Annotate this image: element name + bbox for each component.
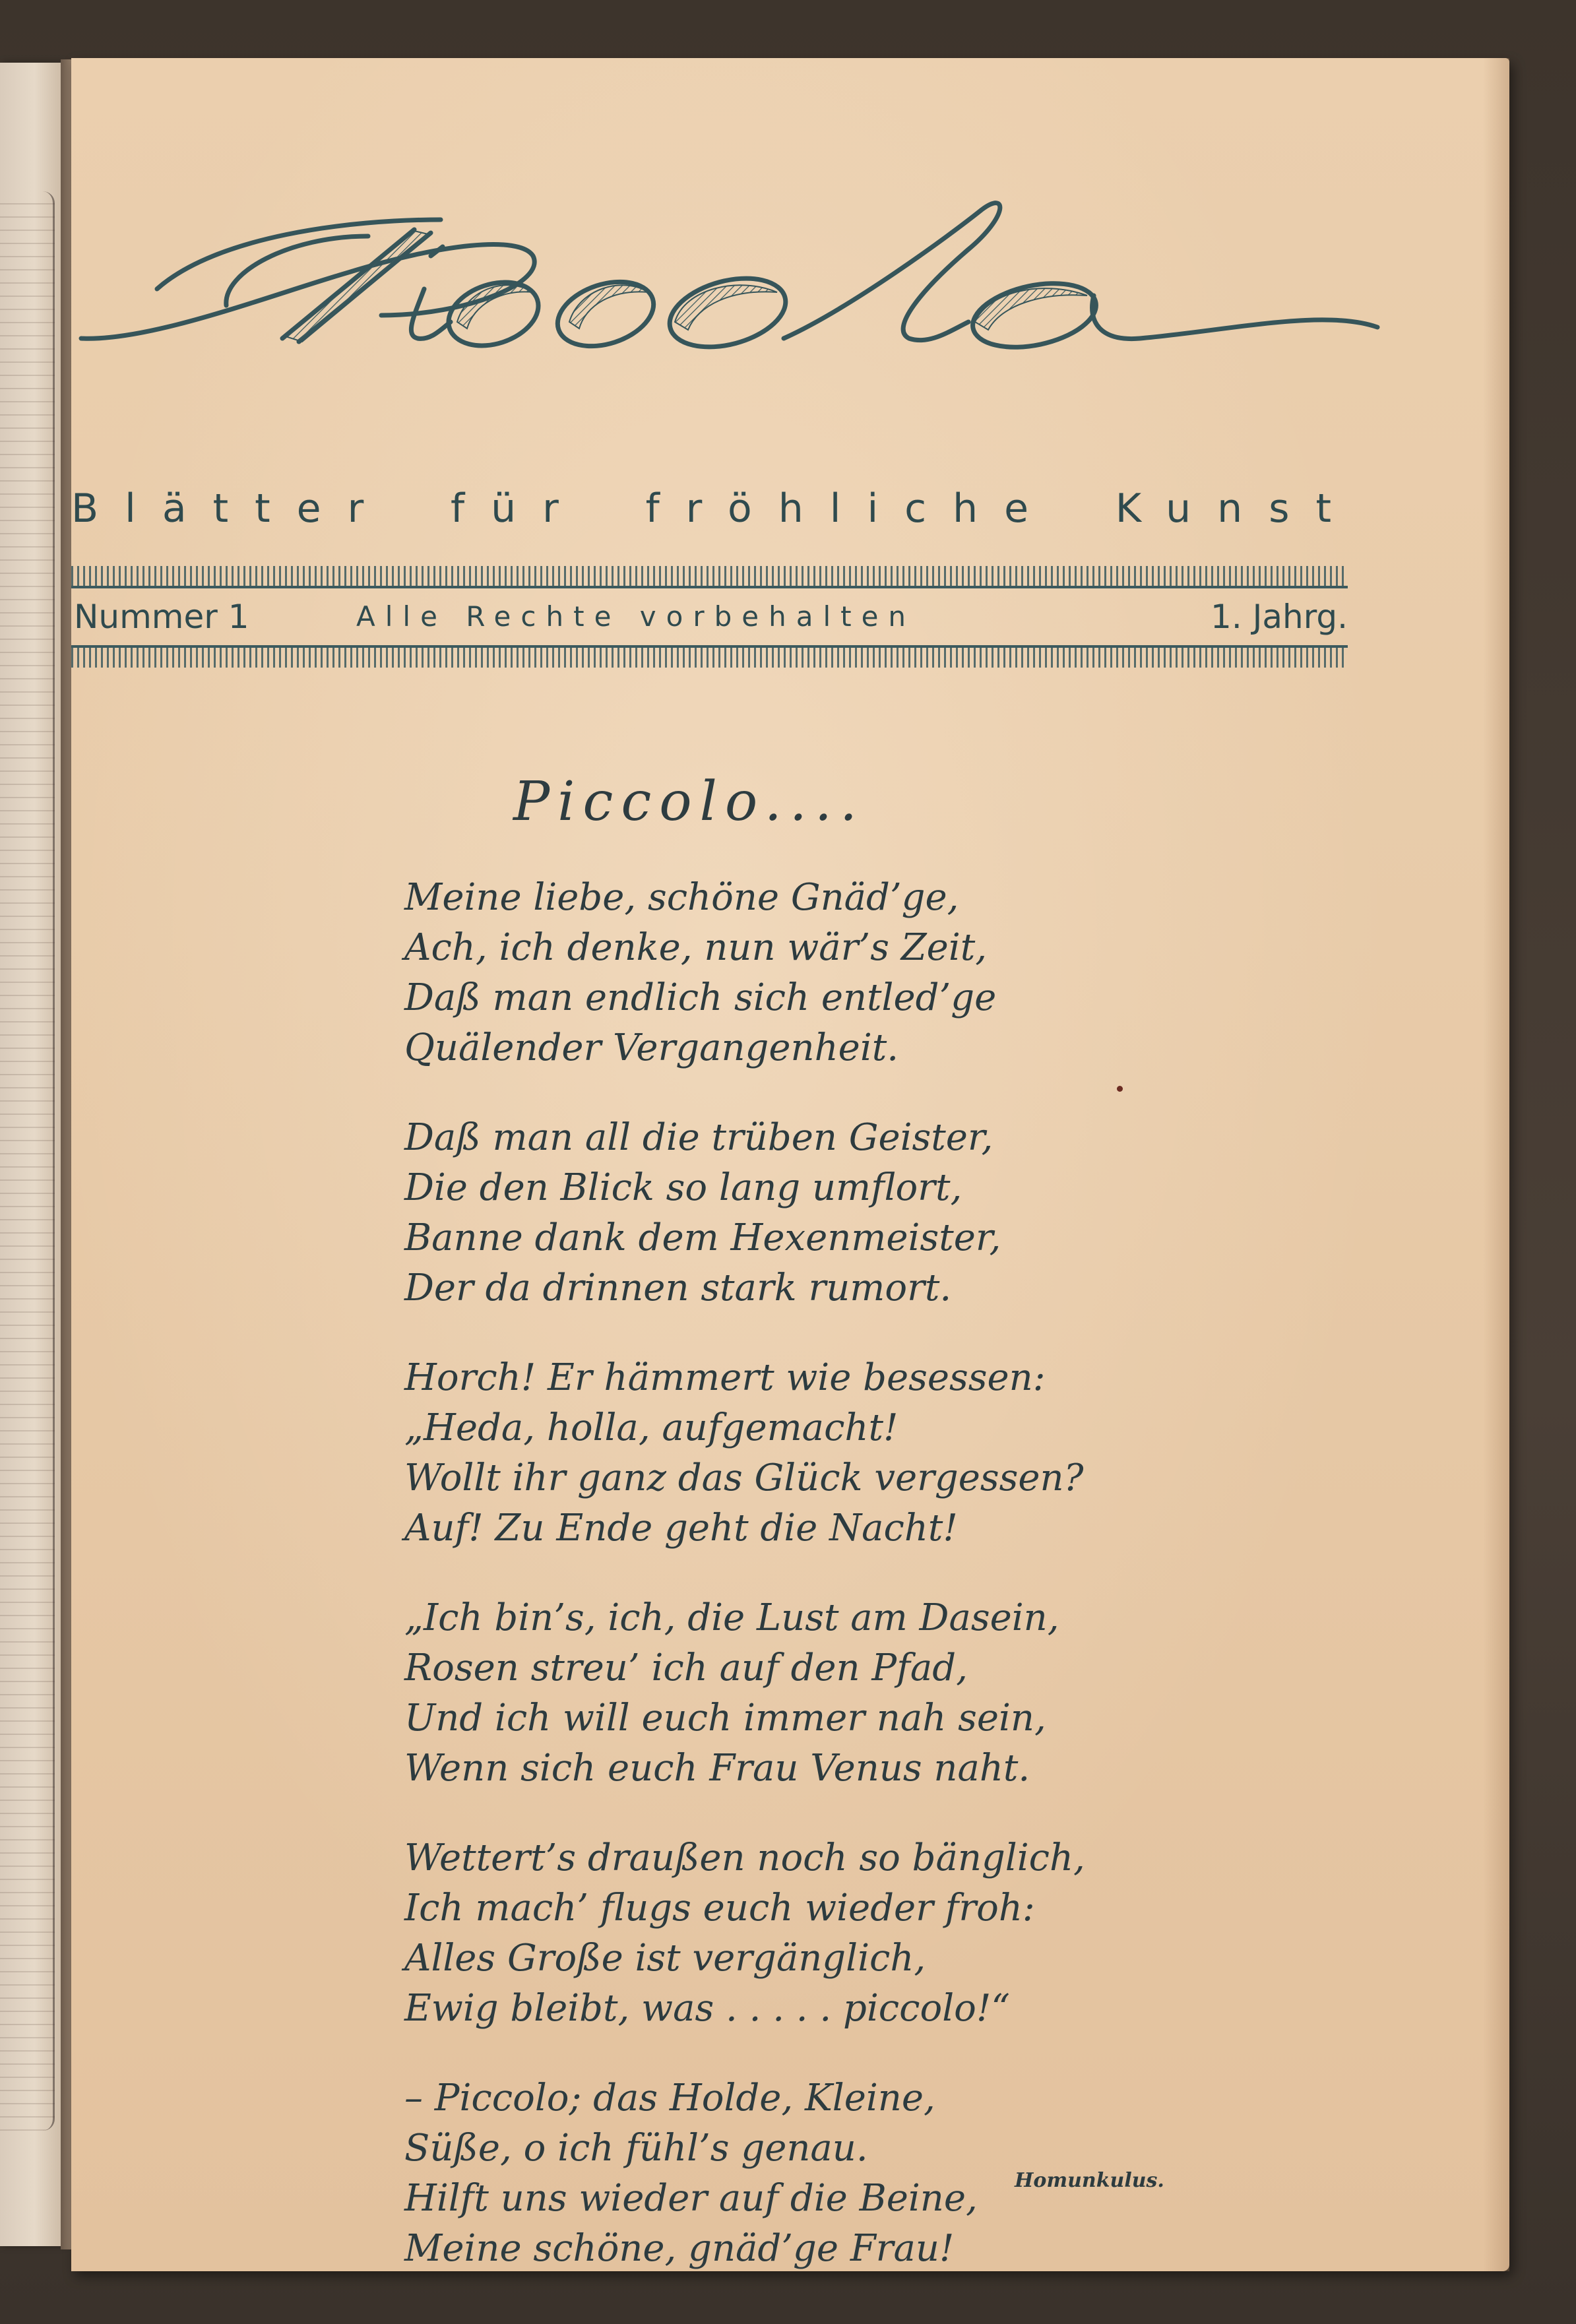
poem-verse: Daß man all die trüben Geister, (404, 1116, 993, 1159)
poem-stanza (404, 1353, 1262, 1554)
poem-verse: Wettert’s draußen noch so bänglich, (404, 1837, 1085, 1879)
poem-stanza (404, 1833, 1262, 2034)
tagline-word: Kunst (1115, 486, 1358, 532)
poem-verse: Hilft uns wieder auf die Beine, (404, 2177, 978, 2220)
poem-verse: „Heda, holla, aufgemacht! (404, 1406, 898, 1449)
poem-verse: Ach, ich denke, nun wär’s Zeit, (404, 926, 988, 969)
rights-notice: Alle Rechte vorbehalten (356, 600, 916, 633)
bottom-rule (71, 645, 1348, 668)
poem-verse: Ich mach’ flugs euch wieder froh: (404, 1887, 1035, 1930)
poem-verse: Ewig bleibt, was . . . . . piccolo!“ (404, 1987, 1010, 2030)
poem-stanza (404, 1593, 1262, 1794)
tagline (71, 486, 1358, 532)
poem-verse: Wenn sich euch Frau Venus naht. (404, 1747, 1030, 1790)
issue-year: 1. Jahrg. (1211, 598, 1348, 636)
poem-verse: Banne dank dem Hexenmeister, (404, 1216, 1001, 1259)
poem-verse: Süße, o ich fühl’s genau. (404, 2127, 868, 2170)
poem-verse: Wollt ihr ganz das Glück vergessen? (404, 1457, 1084, 1499)
issue-bar (71, 598, 1348, 637)
ink-speck (1117, 1086, 1123, 1092)
poem-verse: Meine schöne, gnäd’ge Frau! (404, 2227, 955, 2270)
poem-verse: – Piccolo; das Holde, Kleine, (404, 2077, 935, 2120)
poem-verse: Meine liebe, schöne Gnäd’ge, (404, 876, 959, 919)
poem-stanza (404, 1113, 1262, 1313)
piccola-logo (71, 157, 1404, 434)
logo-text: Piccola (71, 157, 73, 158)
poem-body (404, 873, 1262, 2313)
top-rule (71, 566, 1348, 588)
poem-verse: Alles Große ist vergänglich, (404, 1937, 926, 1980)
poem-verse: Rosen streu’ ich auf den Pfad, (404, 1647, 968, 1689)
poem-verse: Quälender Vergangenheit. (404, 1026, 899, 1069)
poem-verse: Auf! Zu Ende geht die Nacht! (404, 1507, 958, 1550)
poem-verse: Daß man endlich sich entled’ge (404, 976, 997, 1019)
poem-stanza (404, 873, 1262, 1073)
poem-verse: „Ich bin’s, ich, die Lust am Dasein, (404, 1596, 1059, 1639)
left-page-border (0, 191, 55, 2131)
magazine-page (71, 58, 1509, 2271)
issue-number: Nummer 1 (74, 598, 249, 636)
poem-verse: Und ich will euch immer nah sein, (404, 1697, 1046, 1740)
author-signature: Homunkulus. (1015, 2169, 1164, 2192)
poem-verse: Die den Blick so lang umflort, (404, 1166, 962, 1209)
tagline-word: fröhliche (645, 486, 1056, 532)
tagline-word: für (450, 486, 585, 532)
poem-verse: Der da drinnen stark rumort. (404, 1267, 952, 1309)
poem-title: Piccolo.... (513, 770, 866, 833)
tagline-word: Blätter (71, 486, 391, 532)
poem-verse: Horch! Er hämmert wie besessen: (404, 1356, 1046, 1399)
